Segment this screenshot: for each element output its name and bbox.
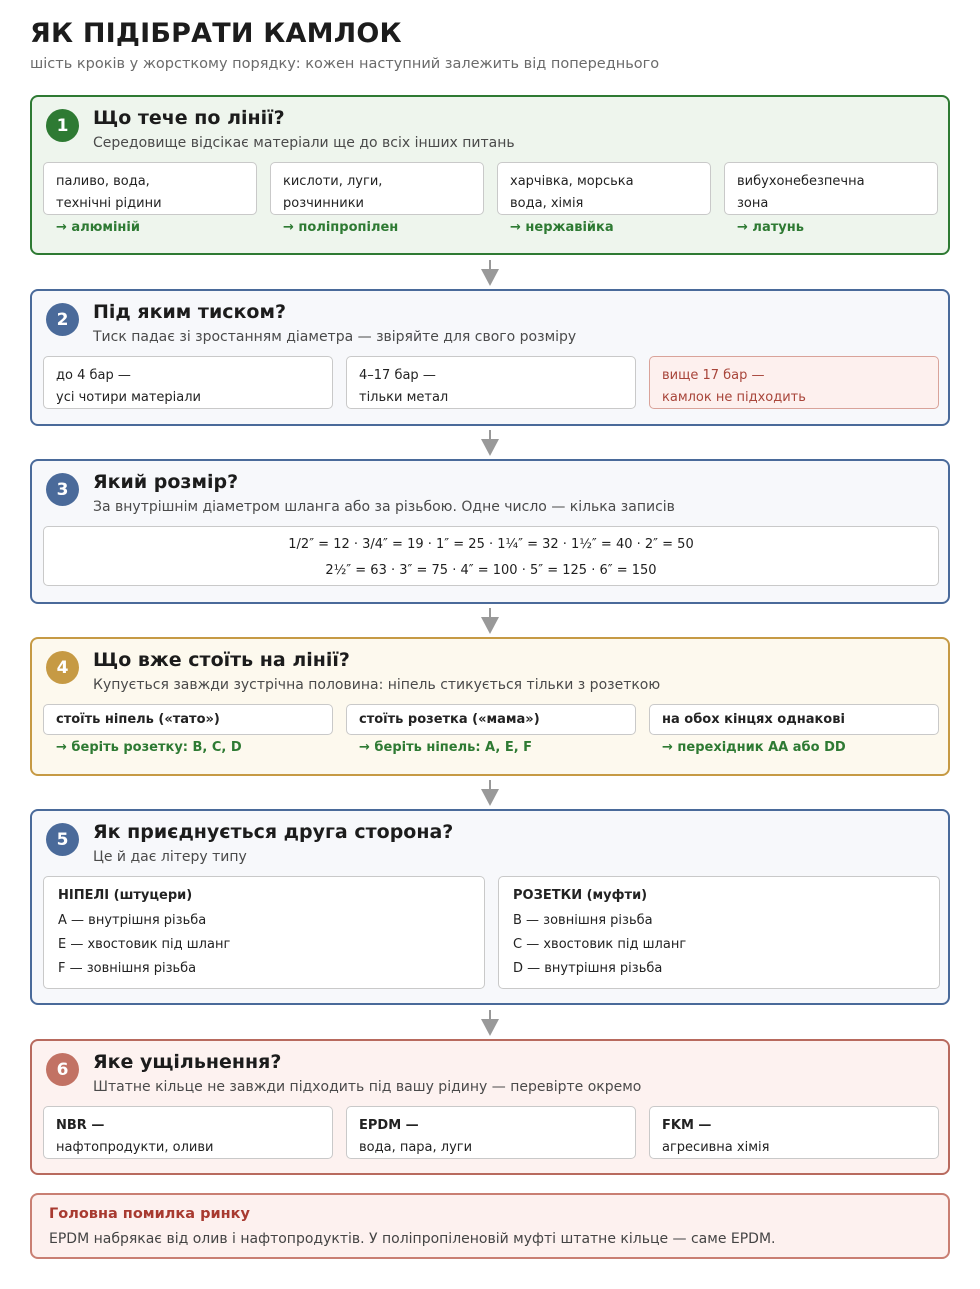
- step-title: Яке ущільнення?: [93, 1051, 282, 1073]
- type-column-male: [43, 876, 485, 989]
- seal-option-epdm: [346, 1106, 636, 1159]
- page-title: ЯК ПІДІБРАТИ КАМЛОК: [30, 18, 402, 49]
- option-line: нафтопродукти, оливи: [56, 1140, 214, 1155]
- step-title: Під яким тиском?: [93, 301, 287, 323]
- option-line: паливо, вода,: [56, 174, 150, 189]
- material-result-stainless: → нержавійка: [510, 220, 614, 235]
- seal-option-nbr: [43, 1106, 333, 1159]
- type-item: A — внутрішня різьба: [58, 913, 207, 928]
- option-line: кислоти, луги,: [283, 174, 383, 189]
- option-label: стоїть ніпель («тато»): [56, 712, 220, 727]
- option-line: NBR —: [56, 1118, 105, 1133]
- option-line: вода, хімія: [510, 196, 584, 211]
- buy-result-adapter: → перехідник AA або DD: [662, 740, 846, 755]
- step-5-connection-type: [30, 809, 950, 1005]
- callout-text: EPDM набрякає від олив і нафтопродуктів. У поліпропіленовій муфті штатне кільце — саме EPDM.: [49, 1231, 776, 1247]
- medium-option-fuel: [43, 162, 257, 215]
- step-number-badge: 4: [46, 651, 79, 684]
- pressure-option-high-warning: [649, 356, 939, 409]
- option-line: тільки метал: [359, 390, 449, 405]
- option-label: стоїть розетка («мама»): [359, 712, 540, 727]
- type-item: D — внутрішня різьба: [513, 961, 663, 976]
- type-item: F — зовнішня різьба: [58, 961, 197, 976]
- seal-option-fkm: [649, 1106, 939, 1159]
- warning-callout: [30, 1193, 950, 1259]
- option-line: 4–17 бар —: [359, 368, 436, 383]
- type-column-female: [498, 876, 940, 989]
- option-line: FKM —: [662, 1118, 712, 1133]
- step-description: Купується завжди зустрічна половина: ніпель стикується тільки з розеткою: [93, 677, 661, 693]
- step-title: Що тече по лінії?: [93, 107, 285, 129]
- step-number-badge: 3: [46, 473, 79, 506]
- step-number-badge: 2: [46, 303, 79, 336]
- size-line: 1/2″ = 12 · 3/4″ = 19 · 1″ = 25 · 1¼″ = 32 · 1½″ = 40 · 2″ = 50: [288, 537, 694, 552]
- option-line: харчівка, морська: [510, 174, 634, 189]
- material-result-brass: → латунь: [737, 220, 804, 235]
- medium-option-explosive: [724, 162, 938, 215]
- existing-option-male: [43, 704, 333, 735]
- step-title: Як приєднується друга сторона?: [93, 821, 454, 843]
- step-title: Який розмір?: [93, 471, 239, 493]
- step-title: Що вже стоїть на лінії?: [93, 649, 350, 671]
- type-item: B — зовнішня різьба: [513, 913, 653, 928]
- material-result-polypropylene: → поліпропілен: [283, 220, 399, 235]
- buy-result-female: → беріть розетку: B, C, D: [56, 740, 242, 755]
- option-line: EPDM —: [359, 1118, 419, 1133]
- step-number-badge: 1: [46, 109, 79, 142]
- step-4-existing-half: [30, 637, 950, 776]
- column-heading: НІПЕЛІ (штуцери): [58, 888, 193, 903]
- step-description: Тиск падає зі зростанням діаметра — звіряйте для свого розміру: [93, 329, 577, 345]
- step-3-size: [30, 459, 950, 604]
- medium-option-acids: [270, 162, 484, 215]
- existing-option-same: [649, 704, 939, 735]
- existing-option-female: [346, 704, 636, 735]
- step-number-badge: 5: [46, 823, 79, 856]
- option-line: камлок не підходить: [662, 390, 806, 405]
- step-description: Штатне кільце не завжди підходить під вашу рідину — перевірте окремо: [93, 1079, 642, 1095]
- step-number-badge: 6: [46, 1053, 79, 1086]
- down-arrow-icon: [480, 430, 500, 458]
- callout-title: Головна помилка ринку: [49, 1206, 250, 1222]
- size-table: [43, 526, 939, 586]
- down-arrow-icon: [480, 1010, 500, 1038]
- option-line: розчинники: [283, 196, 364, 211]
- size-line: 2½″ = 63 · 3″ = 75 · 4″ = 100 · 5″ = 125 · 6″ = 150: [325, 563, 657, 578]
- option-line: технічні рідини: [56, 196, 162, 211]
- step-description: За внутрішнім діаметром шланга або за різьбою. Одне число — кілька записів: [93, 499, 675, 515]
- type-item: E — хвостовик під шланг: [58, 937, 231, 952]
- step-description: Це й дає літеру типу: [93, 849, 247, 865]
- step-description: Середовище відсікає матеріали ще до всіх інших питань: [93, 135, 515, 151]
- option-label: на обох кінцях однакові: [662, 712, 845, 727]
- down-arrow-icon: [480, 608, 500, 636]
- page-subtitle: шість кроків у жорсткому порядку: кожен наступний залежить від попереднього: [30, 56, 660, 72]
- option-line: до 4 бар —: [56, 368, 131, 383]
- option-line: вибухонебезпечна: [737, 174, 865, 189]
- option-line: агресивна хімія: [662, 1140, 770, 1155]
- column-heading: РОЗЕТКИ (муфти): [513, 888, 648, 903]
- option-line: зона: [737, 196, 769, 211]
- option-line: вода, пара, луги: [359, 1140, 473, 1155]
- step-6-seal: [30, 1039, 950, 1175]
- type-item: C — хвостовик під шланг: [513, 937, 687, 952]
- step-2-pressure: [30, 289, 950, 426]
- down-arrow-icon: [480, 780, 500, 808]
- step-1-medium: [30, 95, 950, 255]
- pressure-option-low: [43, 356, 333, 409]
- medium-option-food: [497, 162, 711, 215]
- pressure-option-mid: [346, 356, 636, 409]
- option-line: усі чотири матеріали: [56, 390, 202, 405]
- option-line: вище 17 бар —: [662, 368, 765, 383]
- buy-result-male: → беріть ніпель: A, E, F: [359, 740, 533, 755]
- down-arrow-icon: [480, 260, 500, 288]
- material-result-aluminium: → алюміній: [56, 220, 140, 235]
